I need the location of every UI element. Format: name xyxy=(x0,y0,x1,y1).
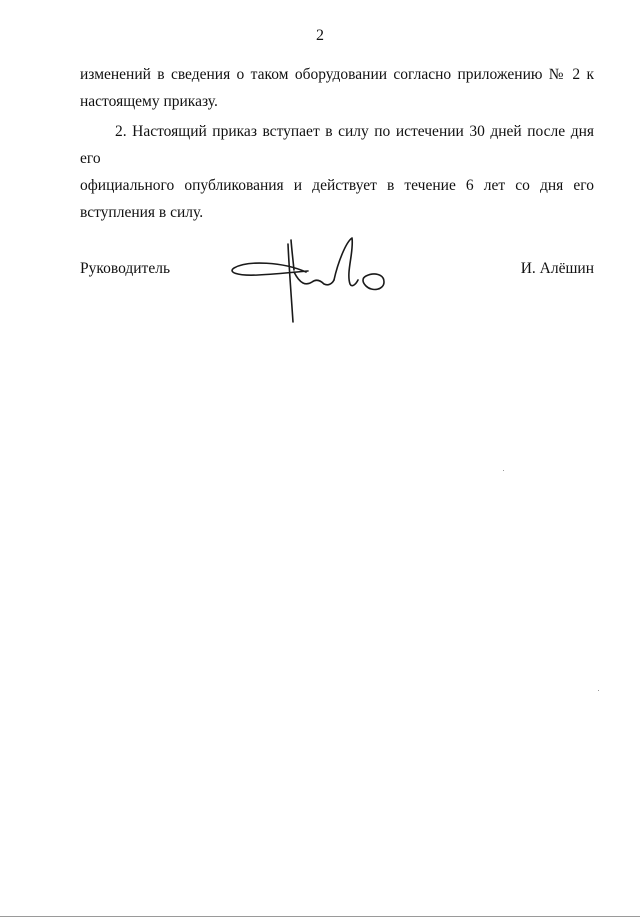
signature-position-title: Руководитель xyxy=(80,260,171,277)
paragraph-1-line-2: настоящему приказу. xyxy=(80,93,218,110)
handwritten-signature xyxy=(228,232,398,327)
page-number: 2 xyxy=(316,27,324,44)
paragraph-1-line-1: изменений в сведения о таком оборудовании согласно приложению № 2 к xyxy=(80,66,594,83)
scan-speck xyxy=(598,690,599,691)
scan-bottom-edge xyxy=(0,916,640,917)
signatory-name: И. Алёшин xyxy=(520,260,594,277)
scan-speck xyxy=(503,470,504,471)
paragraph-2-line-2: официального опубликования и действует в течение 6 лет со дня его xyxy=(80,177,594,194)
paragraph-1 xyxy=(80,61,594,115)
paragraph-2-line-1: 2. Настоящий приказ вступает в силу по истечении 30 дней после дня его xyxy=(80,123,594,167)
paragraph-2 xyxy=(80,118,594,226)
paragraph-2-line-3: вступления в силу. xyxy=(80,204,204,221)
